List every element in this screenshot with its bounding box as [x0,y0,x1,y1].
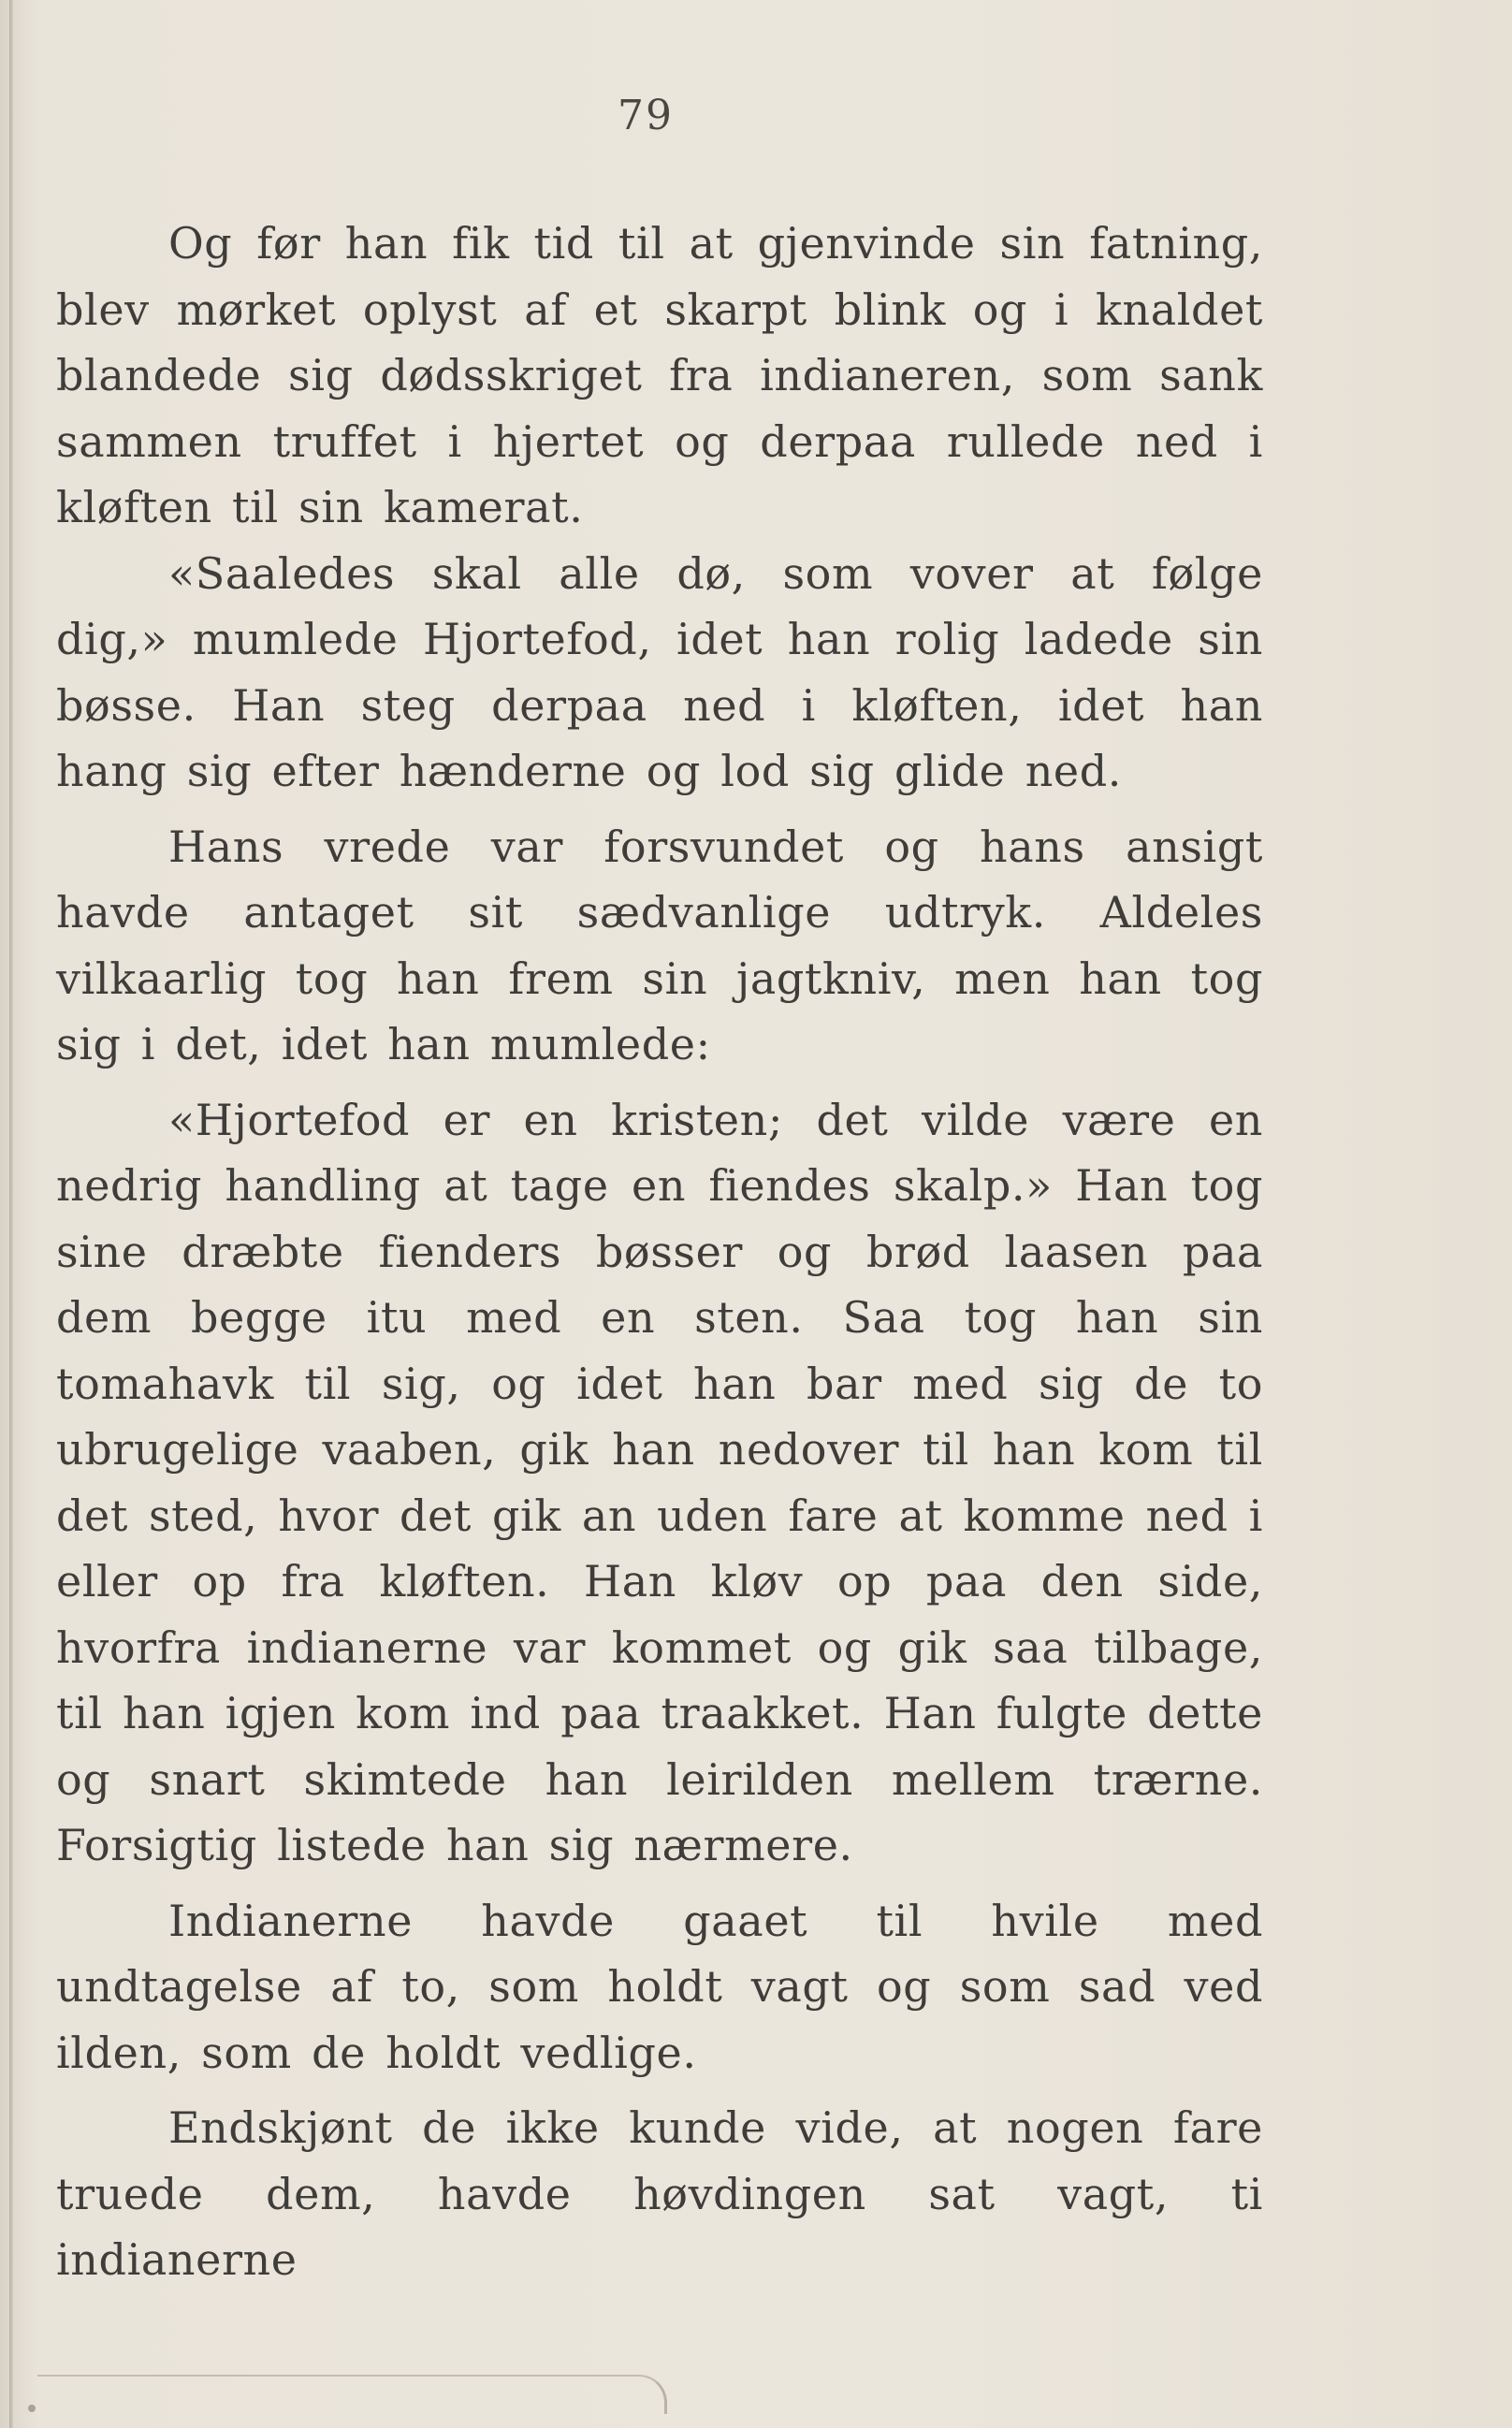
page-gutter [9,0,13,2428]
paragraph-2: «Saaledes skal alle dø, som vover at følge dig,» mumlede Hjortefod, idet han rolig ladede sin bøsse. Han steg derpaa ned i kløften, idet han hang sig efter hænderne og lod sig glide ned. [56,547,1263,796]
paragraph-5: Indianerne havde gaaet til hvile med undtagelse af to, som holdt vagt og som sad ved ilden, som de holdt vedlige. [56,1895,1263,2078]
page-number: 79 [618,92,674,139]
paragraph-1: Og før han fik tid til at gjenvinde sin fatning, blev mørket oplyst af et skarpt blink og i knaldet blandede sig dødsskriget fra indianeren, som sank sammen truffet i hjertet og derpaa rullede ned i kløften til sin kamerat. [56,218,1263,532]
page-edge-mark [37,2375,667,2414]
body-text [56,211,1263,2293]
paragraph-4: «Hjortefod er en kristen; det vilde være en nedrig handling at tage en fiendes skalp.» Han tog sine dræbte fienders bøsser og brød laasen paa dem begge itu med en sten. Saa tog han sin tomahavk til sig, og idet han bar med sig de to ubrugelige vaaben, gik han nedover til han kom til det sted, hvor det gik an uden fare at komme ned i eller op fra kløften. Han kløv op paa den side, hvorfra indianerne var kommet og gik saa tilbage, til han igjen kom ind paa traakket. Han fulgte dette og snart skimtede han leirilden mellem trærne. Forsigtig listede han sig nærmere. [56,1094,1263,1870]
paragraph-3: Hans vrede var forsvundet og hans ansigt havde antaget sit sædvanlige udtryk. Aldeles vilkaarlig tog han frem sin jagtkniv, men han tog sig i det, idet han mumlede: [56,821,1263,1069]
paragraph-6: Endskjønt de ikke kunde vide, at nogen fare truede dem, havde høvdingen sat vagt, ti indianerne [56,2102,1263,2285]
page-speck [28,2405,36,2412]
